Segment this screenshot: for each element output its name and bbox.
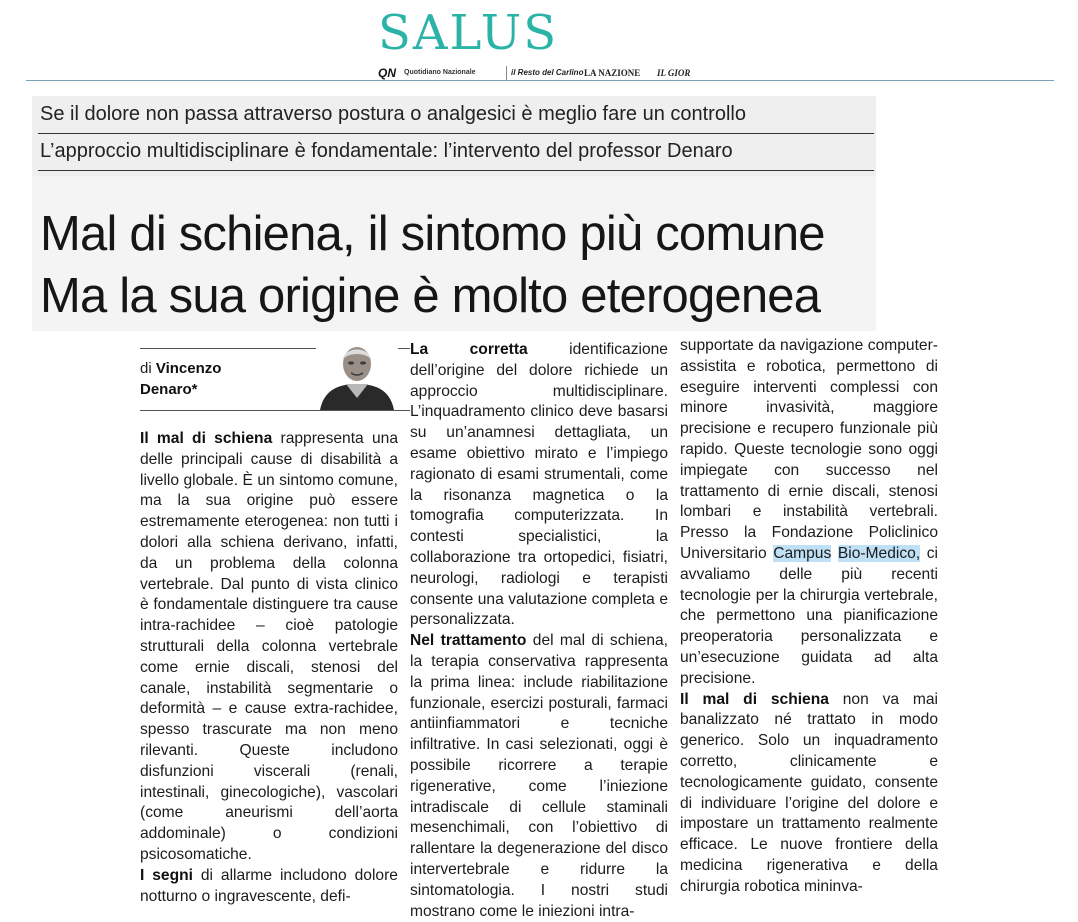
publisher-divider — [506, 66, 507, 80]
paragraph-text: del mal di schiena, la terapia conservativa rappresenta la prima linea: include riabilitazione funzionale, esercizi posturali, farmaci antiinfiammatori e tecniche infiltrative. In casi selezionati, oggi è possibile ricorrere a terapie rigenerative, come l’iniezione intradiscale di cellule staminali mesenchimali, con l’obiettivo di rallentare la degenerazione del disco intervertebrale e ridurre la sintomatologia. I nostri studi mostrano come le iniezioni intra- — [410, 632, 669, 920]
column-3-paragraph-2 — [680, 690, 938, 898]
byline-prefix: di — [140, 360, 156, 377]
article-column-3 — [680, 336, 938, 898]
lead-mal-di-schiena: Il mal di schiena — [140, 430, 273, 447]
author-last-name: Denaro* — [140, 381, 198, 398]
lead-la-corretta: La corretta — [410, 341, 528, 358]
headline-line-2: Ma la sua origine è molto eterogenea — [40, 269, 821, 323]
highlight-campus: Campus — [773, 544, 832, 562]
author-first-name: Vincenzo — [155, 360, 222, 377]
paper-il-giorno: IL GIOR — [657, 68, 691, 78]
highlight-bio-medico: Bio-Medico, — [837, 544, 921, 562]
paragraph-text: non va mai banalizzato né trattato in modo generico. Solo un inquadramento corretto, clinicamente e tecnologicamente guidato, consente di individuare l’origine del dolore e impostare un trattamento realmente efficace. Le nuove frontiere della medicina rigenerativa e della chirurgia robotica mininva- — [680, 690, 938, 895]
lead-nel-trattamento: Nel trattamento — [410, 632, 527, 650]
byline-rule-bottom — [140, 410, 410, 411]
paragraph-text: supportate da navigazione computer-assistita e robotica, permettono di eseguire interventi complessi con minore invasività, maggiore precisione e recupero funzionale più rapido. Queste tecnologie sono oggi impiegate con successo nel trattamento di ernie discali, stenosi lombari e instabilità vertebrali. Presso la Fondazione Policlinico Universitario — [680, 337, 938, 562]
kicker-divider — [38, 133, 874, 134]
paragraph-text: di allarme includono dolore notturno o ingravescente, defi- — [140, 866, 398, 905]
article-column-2 — [410, 340, 668, 922]
column-3-paragraph-1 — [680, 336, 938, 690]
column-1-paragraph-1 — [140, 429, 398, 866]
lead-il-mal-di-schiena: Il mal di schiena — [680, 690, 829, 708]
kicker-line-1: Se il dolore non passa attraverso postura o analgesici è meglio fare un controllo — [40, 103, 746, 125]
byline — [140, 358, 221, 400]
qn-logo: QN — [378, 66, 396, 80]
kicker-line-2: L’approccio multidisciplinare è fondamentale: l’intervento del professor Denaro — [40, 140, 733, 162]
paper-resto-del-carlino: il Resto del Carlino — [511, 68, 584, 77]
headline-line-1: Mal di schiena, il sintomo più comune — [40, 207, 825, 261]
lead-i-segni: I segni — [140, 866, 193, 884]
paragraph-text: ci avvaliamo delle più recenti tecnologie per la chirurgia vertebrale, che permettono una pianificazione preoperatoria personalizzata e un’esecuzione guidata ad alta precisione. — [680, 544, 938, 687]
author-photo — [316, 338, 398, 410]
article-column-1 — [140, 429, 398, 907]
column-1-paragraph-2 — [140, 866, 398, 908]
column-2-paragraph-1 — [410, 340, 668, 631]
paragraph-text: rappresenta una delle principali cause di disabilità a livello globale. È un sintomo comune, ma la sua origine può essere estremamente eterogenea: non tutti i dolori alla schiena derivano, infatti, da un problema della colonna vertebrale. Dal punto di vista clinico è fondamentale distinguere tra cause intra-rachidee – cioè patologie strutturali della colonna vertebrale come ernie discali, stenosi del canale, instabilità segmentarie o deformità – e cause extra-rachidee, spesso trascurate ma non meno rilevanti. Queste includono disfunzioni viscerali (renali, intestinali, ginecologiche), vascolari (come aneurismi dell’aorta addominale) o condizioni psicosomatiche. — [140, 430, 399, 863]
paragraph-text: identificazione dell’origine del dolore richiede un approccio multidisciplinare. L’inquadramento clinico deve basarsi su un’anamnesi dettagliata, un esame obiettivo mirato e l’impiego ragionato di esami strumentali, come la risonanza magnetica o la tomografia computerizzata. In contesti specialistici, la collaborazione tra ortopedici, fisiatri, neurologi, radiologi e terapisti consente una valutazione completa e personalizzata. — [410, 341, 668, 629]
qn-name: Quotidiano Nazionale — [404, 69, 476, 76]
salus-logo: SALUS — [378, 5, 559, 61]
paper-la-nazione: LA NAZIONE — [584, 68, 641, 78]
column-2-paragraph-2 — [410, 631, 668, 922]
kicker-divider-bottom — [38, 170, 874, 171]
masthead-rule — [26, 80, 1054, 81]
